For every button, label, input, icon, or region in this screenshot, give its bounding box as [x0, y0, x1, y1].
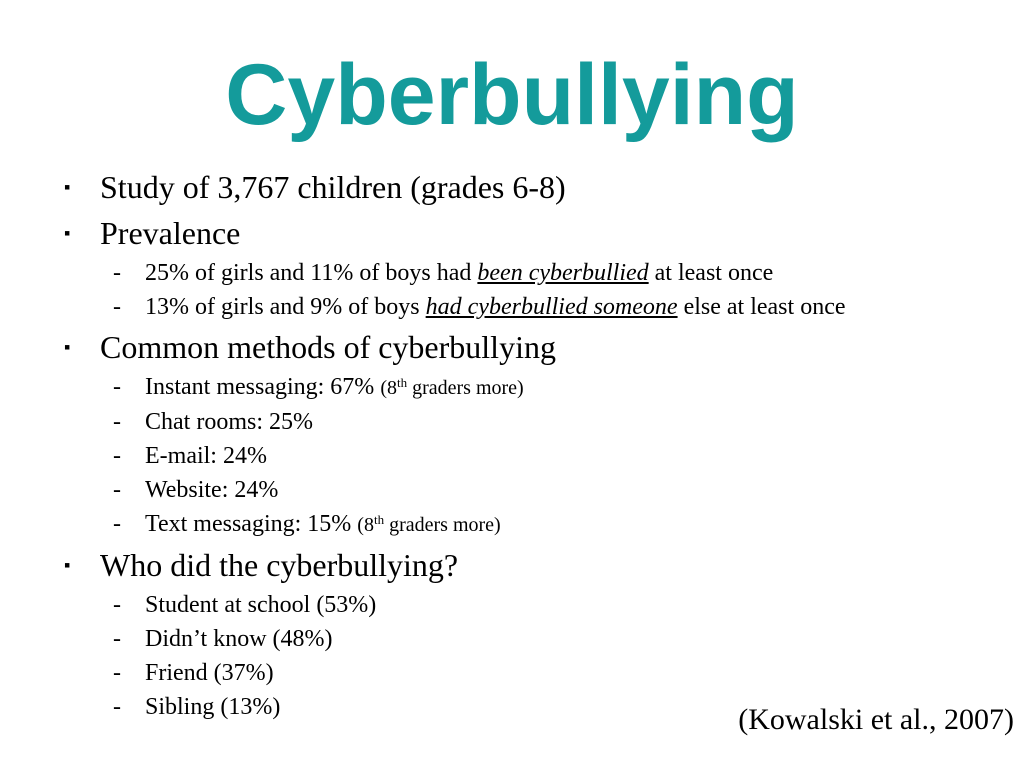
- citation: (Kowalski et al., 2007): [738, 703, 1014, 736]
- sub-item: [62, 507, 1012, 542]
- sub-item-text: at least once: [648, 260, 774, 286]
- bullet-text: Prevalence: [100, 215, 241, 251]
- grade-note-superscript: th: [396, 375, 408, 390]
- sub-item-text: Instant messaging: 67%: [145, 374, 381, 400]
- sub-item-text: Website: 24%: [145, 477, 279, 503]
- dash-bullet-icon: -: [113, 694, 121, 720]
- sub-item-text: Student at school (53%): [145, 592, 377, 618]
- square-bullet-icon: ▪: [64, 555, 71, 575]
- bullet-methods: [62, 324, 1012, 370]
- sub-item-text: Didn’t know (48%): [145, 626, 333, 652]
- emphasized-text: been cyberbullied: [477, 260, 649, 286]
- dash-bullet-icon: -: [113, 477, 121, 503]
- slide-body: [62, 164, 1012, 724]
- square-bullet-icon: ▪: [64, 337, 71, 357]
- sub-item-text: 25% of girls and 11% of boys had: [145, 260, 478, 286]
- bullet-prevalence: [62, 210, 1012, 256]
- grade-note-suffix: graders more): [407, 377, 524, 399]
- dash-bullet-icon: -: [113, 294, 121, 320]
- sub-item: [62, 370, 1012, 405]
- grade-note-prefix: (8: [357, 514, 374, 536]
- bullet-text: Study of 3,767 children (grades 6-8): [100, 169, 566, 205]
- sub-item-text: Sibling (13%): [145, 694, 281, 720]
- dash-bullet-icon: -: [113, 626, 121, 652]
- slide-title: Cyberbullying: [225, 47, 799, 143]
- grade-note: [357, 514, 500, 536]
- emphasized-text: had cyberbullied someone: [425, 294, 678, 320]
- sub-item-text: Text messaging: 15%: [145, 511, 358, 537]
- sub-item: [62, 588, 1012, 622]
- dash-bullet-icon: -: [113, 592, 121, 618]
- dash-bullet-icon: -: [113, 374, 121, 400]
- grade-note-prefix: (8: [380, 377, 397, 399]
- bullet-text: Who did the cyberbullying?: [100, 547, 459, 583]
- bullet-who: [62, 542, 1012, 588]
- sub-item: [62, 473, 1012, 507]
- sub-item: [62, 256, 1012, 290]
- dash-bullet-icon: -: [113, 409, 121, 435]
- sub-item: [62, 290, 1012, 324]
- dash-bullet-icon: -: [113, 260, 121, 286]
- grade-note-superscript: th: [373, 512, 385, 527]
- dash-bullet-icon: -: [113, 511, 121, 537]
- bullet-text: Common methods of cyberbullying: [100, 329, 556, 365]
- grade-note: [380, 377, 523, 399]
- sub-item-text: else at least once: [677, 294, 846, 320]
- sub-item-text: 13% of girls and 9% of boys: [145, 294, 426, 320]
- sub-item-text: E-mail: 24%: [145, 443, 267, 469]
- square-bullet-icon: ▪: [64, 177, 71, 197]
- bullet-study: [62, 164, 1012, 210]
- sub-item-text: Friend (37%): [145, 660, 274, 686]
- sub-item: [62, 656, 1012, 690]
- dash-bullet-icon: -: [113, 660, 121, 686]
- dash-bullet-icon: -: [113, 443, 121, 469]
- sub-item: [62, 405, 1012, 439]
- square-bullet-icon: ▪: [64, 223, 71, 243]
- sub-item-text: Chat rooms: 25%: [145, 409, 313, 435]
- sub-item: [62, 622, 1012, 656]
- grade-note-suffix: graders more): [384, 514, 501, 536]
- sub-item: [62, 439, 1012, 473]
